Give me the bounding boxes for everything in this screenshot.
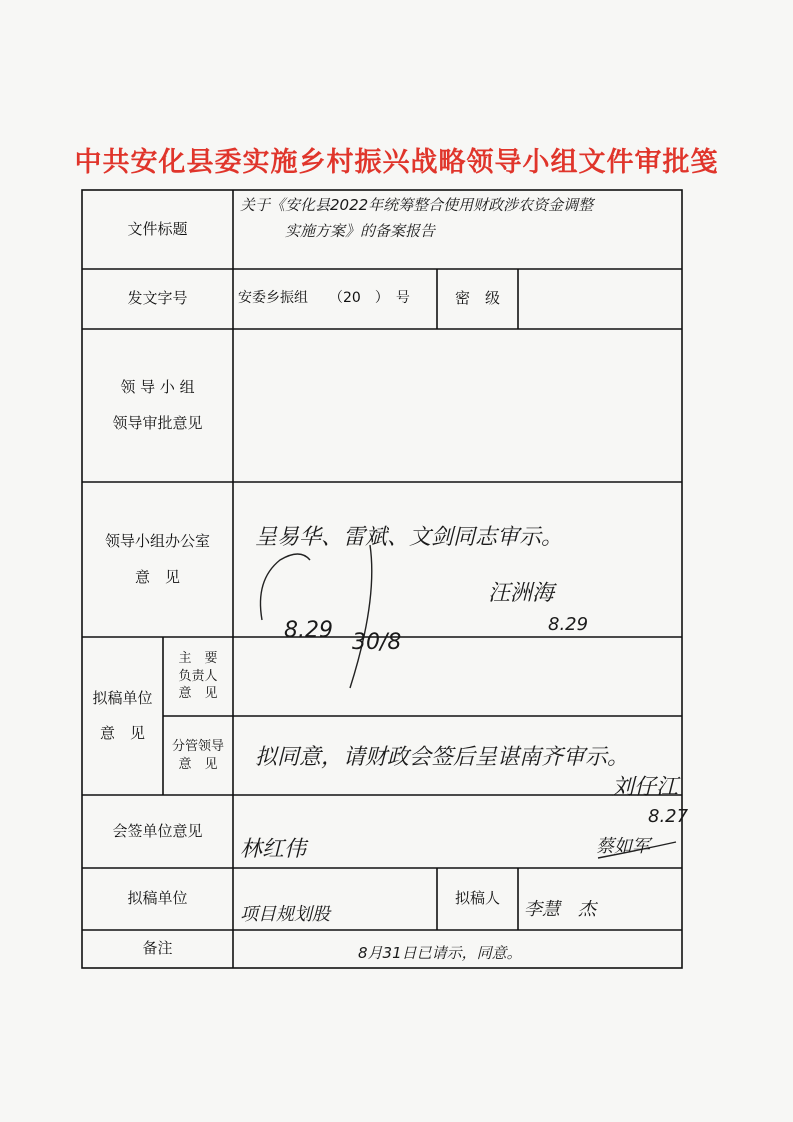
label-sub-leader <box>163 716 233 795</box>
label-draft-unit: 拟稿单位 <box>127 889 188 908</box>
label-countersign: 会签单位意见 <box>112 821 203 840</box>
label-office-opinion-line1: 领导小组办公室 <box>104 532 210 551</box>
page-title: 中共安化县委实施乡村振兴战略领导小组文件审批笺 <box>74 147 719 178</box>
label-office-opinion-line2: 意 见 <box>134 567 180 586</box>
label-remarks: 备注 <box>142 939 173 958</box>
label-office-opinion <box>82 482 233 637</box>
sub-leader-opinion-text: 拟同意，请财政会签后呈谌南齐审示。 <box>255 745 630 770</box>
office-signature: 汪洲海 <box>488 581 555 606</box>
label-draft-unit-opinion-line1: 拟稿单位 <box>92 688 153 707</box>
office-date: 8.29 <box>548 614 589 635</box>
label-drafter: 拟稿人 <box>454 889 500 908</box>
countersign-signature-2: 蔡如军 <box>596 836 650 857</box>
signature-strokes <box>260 545 679 858</box>
label-main-leader <box>163 637 233 716</box>
office-opinion-text: 呈易华、雷斌、文剑同志审示。 <box>255 525 564 550</box>
doc-number-value: 安委乡振组 （20 ） 号 <box>238 290 410 307</box>
label-main-leader-line1: 主 要 <box>178 651 218 667</box>
label-sub-leader-line1: 分管领导 <box>171 738 224 754</box>
label-draft-unit-opinion-line2: 意 见 <box>99 724 145 742</box>
label-secret-level: 密 级 <box>454 289 500 308</box>
office-extra-date-2: 30/8 <box>352 630 402 655</box>
label-main-leader-line3: 意 见 <box>178 686 218 702</box>
doc-title-line2: 实施方案》的备案报告 <box>285 222 436 240</box>
label-main-leader-line2: 负责人 <box>178 668 218 684</box>
office-extra-date-1: 8.29 <box>284 618 333 643</box>
label-sub-leader-line2: 意 见 <box>178 756 218 772</box>
countersign-signature: 林红伟 <box>240 837 307 862</box>
label-group-approval <box>82 329 233 482</box>
sub-leader-signature: 刘仔江 <box>612 775 679 800</box>
drafter-value: 李慧 杰 <box>524 899 596 920</box>
sub-leader-date: 8.27 <box>648 806 689 827</box>
label-doc-number: 发文字号 <box>127 289 188 308</box>
draft-unit-value: 项目规划股 <box>240 904 330 925</box>
label-group-approval-line2: 领导审批意见 <box>112 413 203 432</box>
label-group-approval-line1: 领 导 小 组 <box>120 378 195 397</box>
label-draft-unit-opinion <box>82 637 163 795</box>
remarks-value: 8月31日已请示，同意。 <box>358 944 522 962</box>
doc-title-line1: 关于《安化县2022年统筹整合使用财政涉农资金调整 <box>240 196 594 214</box>
label-doc-title: 文件标题 <box>127 219 188 238</box>
